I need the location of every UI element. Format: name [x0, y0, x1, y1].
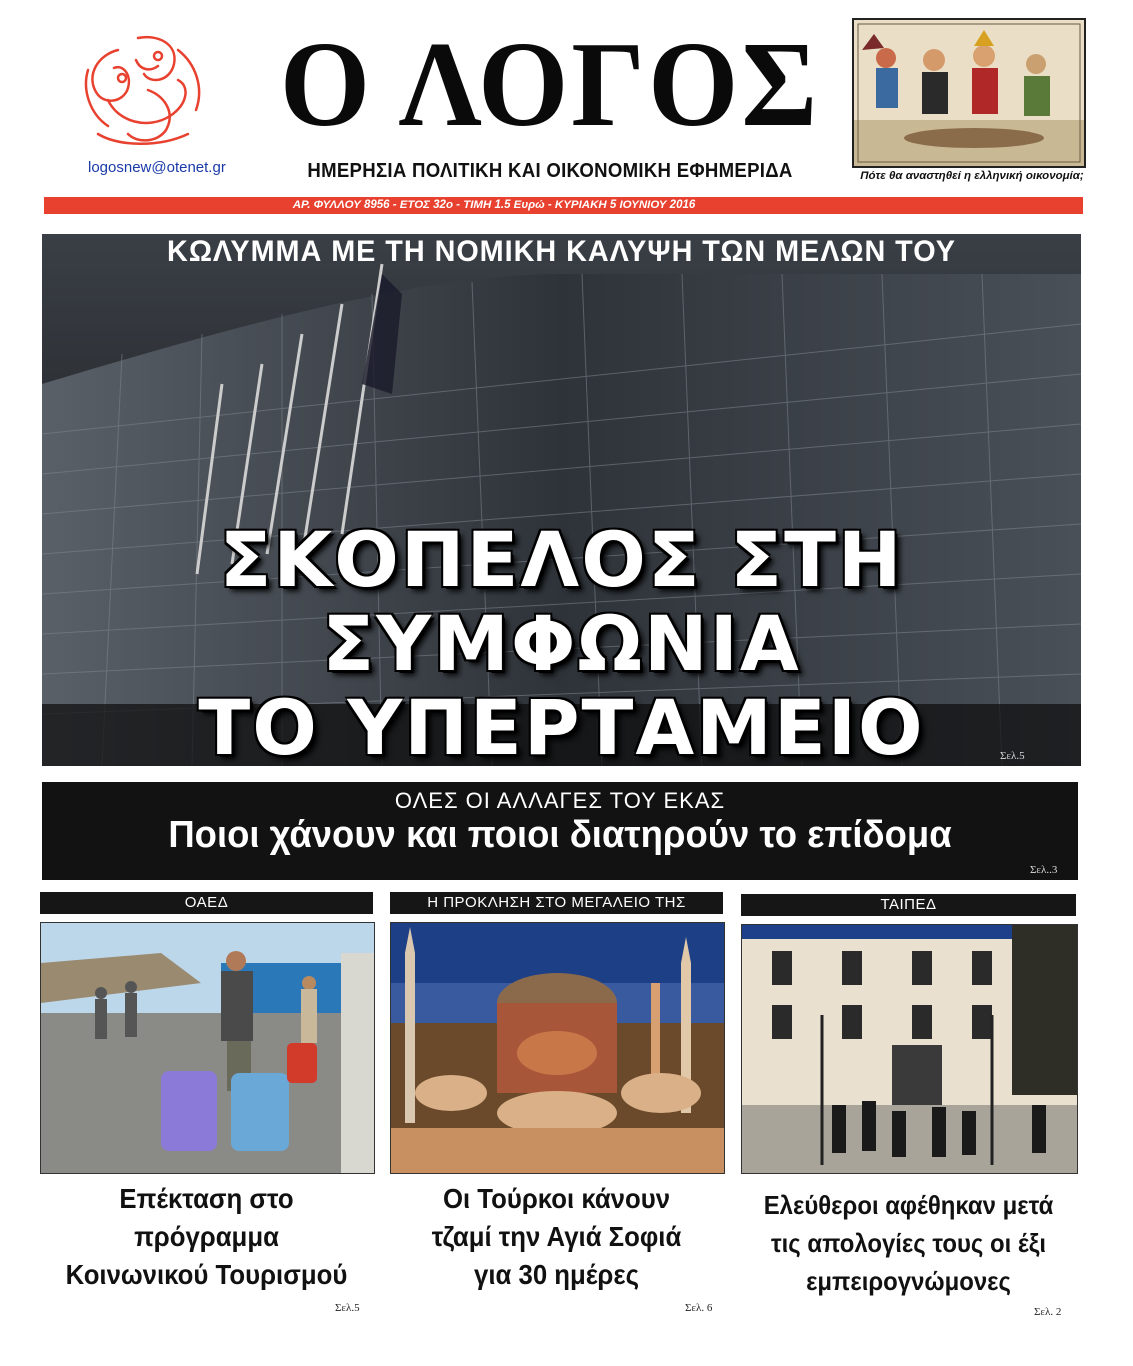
section-label-challenge: Η ΠΡΟΚΛΗΣΗ ΣΤΟ ΜΕΓΑΛΕΙΟ ΤΗΣ: [390, 892, 723, 914]
newspaper-subtitle: ΗΜΕΡΗΣΙΑ ΠΟΛΙΤΙΚΗ ΚΑΙ ΟΙΚΟΝΟΜΙΚΗ ΕΦΗΜΕΡΙΔΑ: [307, 160, 793, 182]
column-2-page-ref: Σελ. 6: [685, 1302, 713, 1314]
lead-headline-line-1: ΣΚΟΠΕΛΟΣ ΣΤΗ ΣΥΜΦΩΝΙΑ: [219, 515, 904, 688]
second-headline[interactable]: Ποιοι χάνουν και ποιοι διατηρούν το επίδομα: [168, 814, 952, 856]
column-1-headline-line: Κοινωνικού Τουρισμού: [65, 1259, 348, 1290]
column-1-headline[interactable]: [53, 1180, 359, 1294]
column-3-headline-line: τις απολογίες τους οι έξι: [770, 1228, 1046, 1258]
second-kicker: ΟΛΕΣ ΟΙ ΑΛΛΑΓΕΣ ΤΟΥ ΕΚΑΣ: [394, 788, 726, 813]
column-2-headline-line: για 30 ημέρες: [474, 1259, 639, 1290]
lead-kicker: ΚΩΛΥΜΜΑ ΜΕ ΤΗ ΝΟΜΙΚΗ ΚΑΛΥΨΗ ΤΩΝ ΜΕΛΩΝ ΤΟΥ: [167, 235, 956, 268]
column-1-page-ref: Σελ.5: [335, 1302, 360, 1314]
contact-email[interactable]: logosnew@otenet.gr: [88, 159, 226, 176]
column-2-headline[interactable]: [403, 1180, 709, 1294]
cartoon-caption: Πότε θα αναστηθεί η ελληνική οικονομία;: [860, 170, 1084, 182]
newspaper-title: Ο ΛΟΓΟΣ: [279, 18, 821, 153]
court-building-photo: [741, 924, 1078, 1174]
column-3-headline[interactable]: [754, 1186, 1062, 1300]
column-3-headline-line: Ελεύθεροι αφέθηκαν μετά: [763, 1190, 1054, 1220]
column-2-headline-line: τζαμί την Αγιά Σοφιά: [431, 1221, 682, 1252]
lead-headline[interactable]: [42, 515, 1081, 772]
hagia-sophia-photo: [390, 922, 725, 1174]
column-3-page-ref: Σελ. 2: [1034, 1306, 1062, 1318]
tourism-photo: [40, 922, 375, 1174]
section-label-taiped: ΤΑΙΠΕΔ: [741, 894, 1076, 916]
second-page-ref: Σελ..3: [1030, 864, 1058, 876]
political-cartoon: [852, 18, 1086, 168]
issue-info-text: ΑΡ. ΦΥΛΛΟΥ 8956 - ΕΤΟΣ 32ο - ΤΙΜΗ 1.5 Ευρώ - ΚΥΡΙΑΚΗ 5 ΙΟΥΝΙΟΥ 2016: [292, 199, 696, 211]
lead-page-ref: Σελ.5: [1000, 750, 1025, 762]
column-1-headline-line: πρόγραμμα: [134, 1221, 279, 1252]
column-1-headline-line: Επέκταση στο: [119, 1183, 294, 1214]
column-3-headline-line: εμπειρογνώμονες: [806, 1266, 1011, 1296]
column-2-headline-line: Οι Τούρκοι κάνουν: [442, 1183, 671, 1214]
section-label-oaed: ΟΑΕΔ: [40, 892, 373, 914]
newspaper-logo-illustration: [78, 30, 214, 150]
lead-headline-line-2: ΤΟ ΥΠΕΡΤΑΜΕΙΟ: [198, 683, 925, 772]
